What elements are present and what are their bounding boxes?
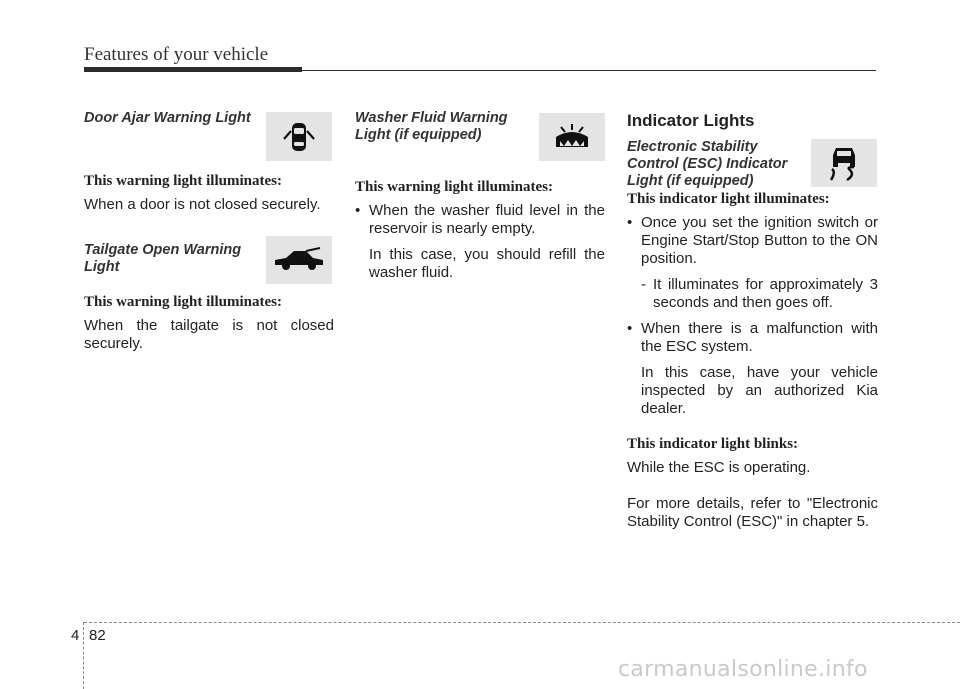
esc-title-line3: Light (if equipped) [627,173,754,189]
door-ajar-lead: This warning light illuminates: [84,173,282,189]
header-rule-thick [84,67,302,72]
washer-lead: This warning light illuminates: [355,179,553,195]
tailgate-text: When the tailgate is not closed securely. [84,317,334,352]
esc-bullet-2-text: When there is a malfunction with the ESC system. [641,320,878,355]
esc-bullet-1-text: Once you set the ignition switch or Engine Start/Stop Button to the ON position. [641,214,878,267]
footer-divider [83,622,84,689]
washer-title-line1: Washer Fluid Warning [355,110,508,126]
door-ajar-text: When a door is not closed securely. [84,196,321,213]
esc-text-2: While the ESC is operating. [627,459,811,476]
dash-marker: - [641,276,646,293]
esc-bullet-1 [627,214,878,268]
page-number: 82 [89,627,106,644]
esc-bullet-1-sub [627,276,878,312]
chapter-number: 4 [71,627,80,644]
washer-fluid-warning-icon [539,113,605,161]
watermark: carmanualsonline.info [618,657,868,682]
indicator-lights-heading: Indicator Lights [627,111,755,130]
washer-followup: In this case, you should refill the washer fluid. [369,246,605,281]
tailgate-title-line1: Tailgate Open Warning [84,242,242,258]
door-ajar-warning-icon [266,112,332,161]
esc-bullet-2-followup: In this case, have your vehicle inspected by an authorized Kia dealer. [641,364,878,417]
door-ajar-title: Door Ajar Warning Light [84,110,251,126]
bullet-marker: • [627,320,633,337]
washer-title-line2: Light (if equipped) [355,127,482,143]
esc-lead: This indicator light illuminates: [627,191,830,207]
tailgate-open-warning-icon [266,236,332,284]
esc-lead-2: This indicator light blinks: [627,436,799,452]
tailgate-lead: This warning light illuminates: [84,294,282,310]
footer-rule [84,622,960,623]
bullet-marker: • [355,202,361,219]
washer-bullet [355,202,605,238]
tailgate-title-line2: Light [84,259,120,275]
esc-bullet-1-sub-text: It illuminates for approximately 3 seconds and then goes off. [653,276,878,311]
esc-title-line1: Electronic Stability [627,139,758,155]
esc-bullet-2 [627,320,878,356]
esc-title-line2: Control (ESC) Indicator [627,156,788,172]
esc-indicator-icon [811,139,877,187]
header-rule-thin [302,70,876,71]
esc-reference-note: For more details, refer to "Electronic Stability Control (ESC)" in chapter 5. [627,495,878,530]
header-title: Features of your vehicle [84,44,269,65]
bullet-marker: • [627,214,633,231]
washer-bullet-text: When the washer fluid level in the reservoir is nearly empty. [369,202,605,237]
